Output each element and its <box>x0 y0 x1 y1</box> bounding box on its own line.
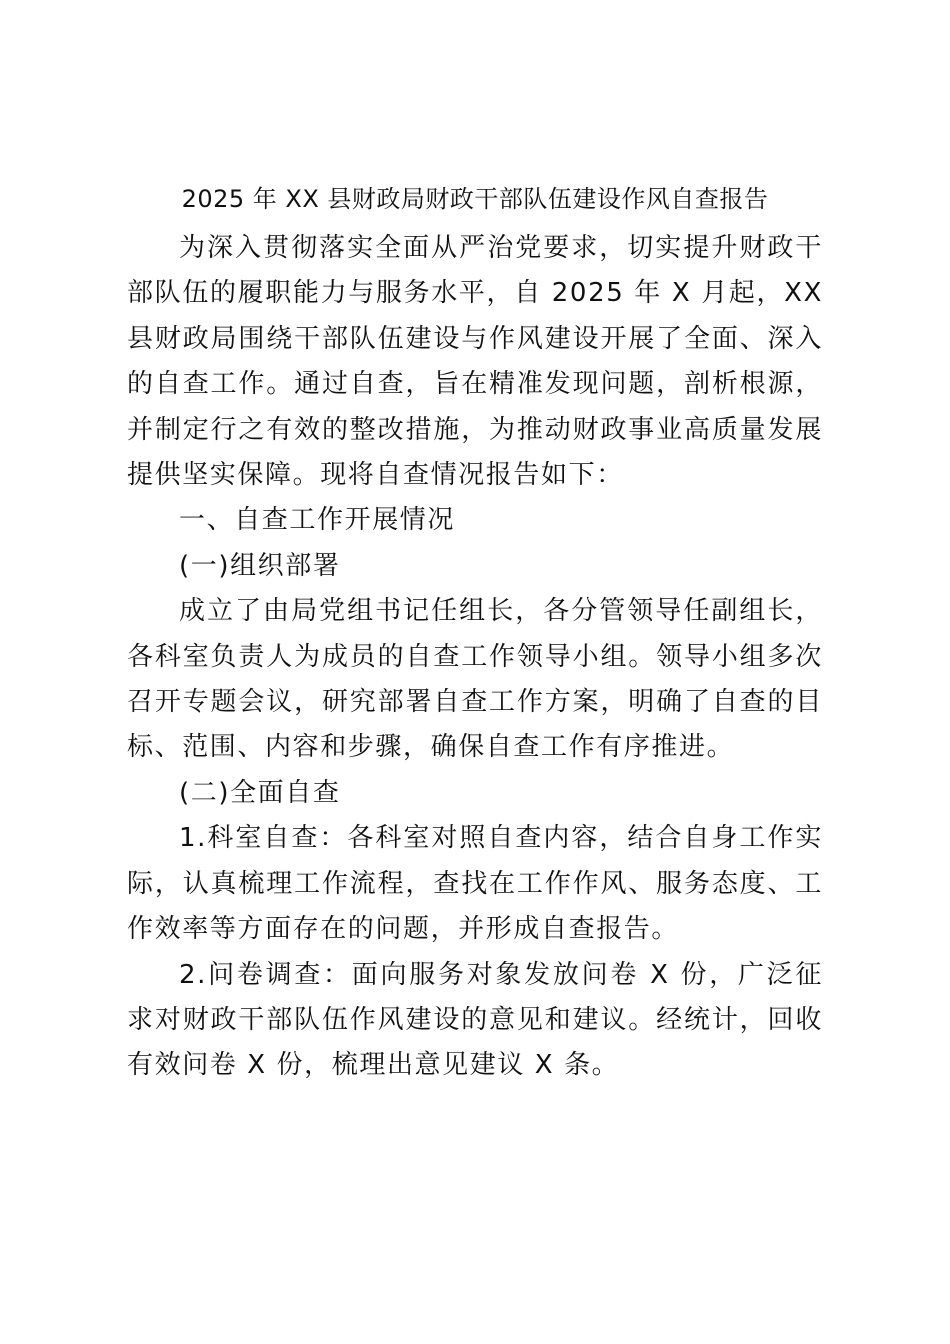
document-title: 2025 年 XX 县财政局财政干部队伍建设作风自查报告 <box>181 185 769 213</box>
document-body <box>127 226 823 1089</box>
subsection-heading-organization: (一)组织部署 <box>179 550 341 581</box>
subsection-heading-self-check: (二)全面自查 <box>179 777 341 808</box>
section-heading-1: 一、自查工作开展情况 <box>179 505 456 536</box>
organization-paragraph: 成立了由局党组书记任组长，各分管领导任副组长，各科室负责人为成员的自查工作领导小组。领导小组多次召开专题会议，研究部署自查工作方案，明确了自查的目标、范围、内容和步骤，确保自查工作有序推进。 <box>127 596 823 763</box>
intro-paragraph: 为深入贯彻落实全面从严治党要求，切实提升财政干部队伍的履职能力与服务水平，自 2025 年 X 月起，XX 县财政局围绕干部队伍建设与作风建设开展了全面、深入的自查工作。通过自查，旨在精准发现问题，剖析根源，并制定行之有效的整改措施，为推动财政事业高质量发展提供坚实保障。现将自查情况报告如下： <box>127 233 823 491</box>
survey-paragraph: 2.问卷调查：面向服务对象发放问卷 X 份，广泛征求对财政干部队伍作风建设的意见和建议。经统计，回收有效问卷 X 份，梳理出意见建议 X 条。 <box>127 959 823 1081</box>
department-check-paragraph: 1.科室自查：各科室对照自查内容，结合自身工作实际，认真梳理工作流程，查找在工作作风、服务态度、工作效率等方面存在的问题，并形成自查报告。 <box>127 823 823 945</box>
